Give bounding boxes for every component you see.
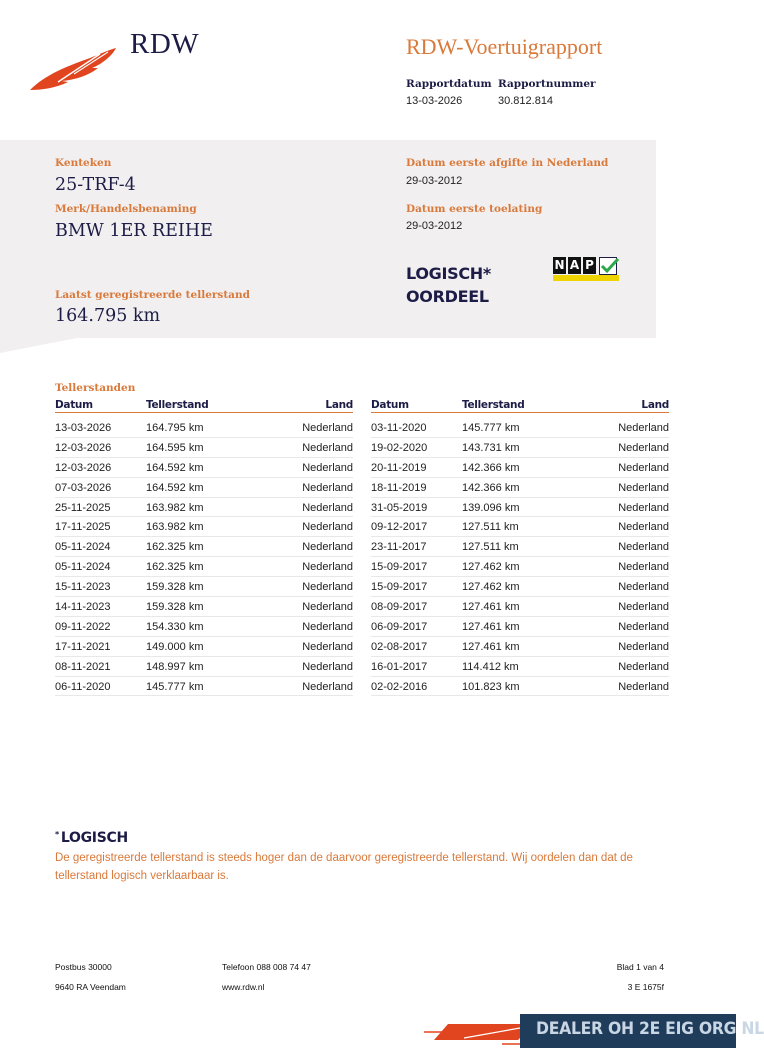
cell-land: Nederland <box>302 601 353 614</box>
note-title <box>55 830 128 846</box>
cell-land: Nederland <box>618 581 669 594</box>
cell-tellerstand: 162.325 km <box>146 561 204 574</box>
afgifte-value: 29-03-2012 <box>406 175 463 187</box>
cell-datum: 25-11-2025 <box>55 501 111 514</box>
cell-datum: 15-09-2017 <box>371 561 428 574</box>
table-row <box>55 557 353 577</box>
table-row <box>55 637 353 657</box>
cell-tellerstand: 143.731 km <box>462 441 520 454</box>
logo-text: RDW <box>130 28 200 60</box>
cell-datum: 15-09-2017 <box>371 581 428 594</box>
table-row <box>371 517 669 537</box>
cell-land: Nederland <box>618 561 669 574</box>
cell-tellerstand: 127.461 km <box>462 640 520 653</box>
cell-datum: 19-02-2020 <box>371 441 428 454</box>
footer-phone: Telefoon 088 008 74 47 <box>222 962 311 972</box>
table-row <box>371 498 669 518</box>
footer-city: 9640 RA Veendam <box>55 982 126 992</box>
nap-badge <box>553 257 619 282</box>
cell-tellerstand: 142.366 km <box>462 481 520 494</box>
cell-datum: 08-09-2017 <box>371 601 428 614</box>
merk-value: BMW 1ER REIHE <box>55 221 213 241</box>
table-row <box>55 617 353 637</box>
cell-tellerstand: 145.777 km <box>462 422 520 434</box>
cell-land: Nederland <box>618 660 669 673</box>
cell-tellerstand: 148.997 km <box>146 660 204 673</box>
table-row <box>55 458 353 478</box>
checkmark-icon <box>599 257 619 275</box>
cell-land: Nederland <box>618 541 669 554</box>
report-date: 13-03-2026 <box>406 95 463 107</box>
cell-tellerstand: 145.777 km <box>146 680 204 693</box>
cell-datum: 02-08-2017 <box>371 640 428 653</box>
cell-datum: 07-03-2026 <box>55 481 112 494</box>
cell-land: Nederland <box>302 660 353 673</box>
cell-datum: 12-03-2026 <box>55 441 112 454</box>
cell-datum: 02-02-2016 <box>371 680 428 693</box>
report-number: 30.812.814 <box>498 95 554 107</box>
rdw-logo-icon <box>28 44 120 94</box>
oordeel-line-2: OORDEEL <box>406 287 489 306</box>
cell-land: Nederland <box>618 620 669 633</box>
cell-tellerstand: 159.328 km <box>146 601 204 614</box>
cell-land: Nederland <box>302 501 353 514</box>
cell-tellerstand: 163.982 km <box>146 521 204 534</box>
toelating-label: Datum eerste toelating <box>406 203 543 215</box>
cell-datum: 23-11-2017 <box>371 541 427 554</box>
table-row <box>55 577 353 597</box>
cell-tellerstand: 149.000 km <box>146 640 204 653</box>
column-header-tellerstand: Tellerstand <box>462 399 525 411</box>
cell-land: Nederland <box>302 521 353 534</box>
table-row <box>55 418 353 438</box>
cell-land: Nederland <box>302 441 353 454</box>
nap-letter-a: A <box>569 258 580 272</box>
table-row <box>55 657 353 677</box>
table-row <box>55 597 353 617</box>
tellerstanden-table-right <box>371 398 669 696</box>
tellerstand-value: 164.795 km <box>55 306 161 326</box>
cell-tellerstand: 164.592 km <box>146 481 204 494</box>
table-row <box>55 677 353 697</box>
cell-datum: 17-11-2025 <box>55 521 111 534</box>
table-row <box>55 478 353 498</box>
table-row <box>371 637 669 657</box>
footer-code: 3 E 1675f <box>627 982 664 992</box>
cell-datum: 05-11-2024 <box>55 541 111 554</box>
cell-tellerstand: 154.330 km <box>146 620 204 633</box>
note-title-text: LOGISCH <box>60 830 128 846</box>
table-row <box>371 438 669 458</box>
column-header-datum: Datum <box>55 399 93 411</box>
cell-tellerstand: 127.461 km <box>462 601 520 614</box>
note-text: De geregistreerde tellerstand is steeds hoger dan de daarvoor geregistreerde tellerstand. Wij oordelen dan dat de tellerstand logisch verklaarbaar is. <box>55 852 633 882</box>
dealer-watermark <box>520 1014 764 1048</box>
cell-datum: 09-12-2017 <box>371 521 428 534</box>
column-header-land: Land <box>325 399 353 411</box>
cell-tellerstand: 164.592 km <box>146 461 204 474</box>
cell-land: Nederland <box>302 541 353 554</box>
kenteken-value: 25-TRF-4 <box>55 175 136 195</box>
note-marker: * <box>55 830 59 839</box>
cell-datum: 17-11-2021 <box>55 640 111 653</box>
cell-land: Nederland <box>302 481 353 494</box>
footer-arrow-icon <box>424 1018 534 1048</box>
table-row <box>371 677 669 697</box>
kenteken-label: Kenteken <box>55 157 112 169</box>
cell-tellerstand: 127.511 km <box>462 521 519 534</box>
tellerstanden-table-left <box>55 398 353 696</box>
table-row <box>371 537 669 557</box>
cell-land: Nederland <box>618 680 669 693</box>
column-header-datum: Datum <box>371 399 409 411</box>
cell-land: Nederland <box>618 640 669 653</box>
cell-land: Nederland <box>302 561 353 574</box>
nap-underline <box>553 275 619 281</box>
cell-tellerstand: 159.328 km <box>146 581 204 594</box>
table-row <box>371 478 669 498</box>
cell-datum: 31-05-2019 <box>371 501 428 514</box>
cell-datum: 08-11-2021 <box>55 660 111 673</box>
cell-datum: 20-11-2019 <box>371 461 427 474</box>
table-row <box>371 458 669 478</box>
cell-tellerstand: 127.462 km <box>462 581 520 594</box>
table-header <box>55 398 353 413</box>
table-body-left <box>55 413 353 696</box>
cell-land: Nederland <box>618 601 669 614</box>
table-row <box>55 537 353 557</box>
cell-datum: 16-01-2017 <box>371 660 428 673</box>
cell-tellerstand: 101.823 km <box>462 680 520 693</box>
report-title: RDW-Voertuigrapport <box>406 34 603 59</box>
cell-land: Nederland <box>302 680 353 693</box>
tellerstand-label: Laatst geregistreerde tellerstand <box>55 289 250 301</box>
tellerstanden-title: Tellerstanden <box>55 382 136 394</box>
report-date-label: Rapportdatum <box>406 78 492 90</box>
merk-label: Merk/Handelsbenaming <box>55 203 197 215</box>
cell-land: Nederland <box>618 521 669 534</box>
table-row <box>55 498 353 518</box>
cell-tellerstand: 163.982 km <box>146 501 204 514</box>
nap-letter-n: N <box>554 258 565 272</box>
cell-land: Nederland <box>302 461 353 474</box>
cell-land: Nederland <box>618 441 669 454</box>
table-row <box>371 557 669 577</box>
oordeel-line-1: LOGISCH* <box>406 264 491 283</box>
cell-land: Nederland <box>618 481 669 494</box>
vehicle-summary-panel-tail <box>0 337 82 353</box>
cell-tellerstand: 164.595 km <box>146 441 204 454</box>
cell-land: Nederland <box>302 640 353 653</box>
cell-tellerstand: 127.461 km <box>462 620 520 633</box>
column-header-land: Land <box>641 399 669 411</box>
cell-land: Nederland <box>618 501 669 514</box>
cell-tellerstand: 142.366 km <box>462 461 520 474</box>
cell-tellerstand: 164.795 km <box>146 422 204 434</box>
watermark-text: DEALER OH 2E EIG ORG NL <box>536 1019 764 1039</box>
cell-land: Nederland <box>302 620 353 633</box>
footer-website-link[interactable]: www.rdw.nl <box>222 982 265 992</box>
footer-postbus: Postbus 30000 <box>55 962 112 972</box>
cell-land: Nederland <box>618 422 669 434</box>
cell-tellerstand: 127.511 km <box>462 541 519 554</box>
table-row <box>55 438 353 458</box>
footer-page: Blad 1 van 4 <box>616 962 664 972</box>
cell-datum: 13-03-2026 <box>55 422 112 434</box>
cell-datum: 06-09-2017 <box>371 620 428 633</box>
cell-datum: 06-11-2020 <box>55 680 111 693</box>
cell-datum: 14-11-2023 <box>55 601 111 614</box>
column-header-tellerstand: Tellerstand <box>146 399 209 411</box>
afgifte-label: Datum eerste afgifte in Nederland <box>406 157 609 169</box>
table-row <box>371 597 669 617</box>
nap-letter-p: P <box>583 257 596 274</box>
cell-datum: 09-11-2022 <box>55 620 111 633</box>
toelating-value: 29-03-2012 <box>406 220 463 232</box>
cell-tellerstand: 139.096 km <box>462 501 520 514</box>
cell-datum: 03-11-2020 <box>371 422 427 434</box>
cell-datum: 12-03-2026 <box>55 461 112 474</box>
report-number-label: Rapportnummer <box>498 78 596 90</box>
cell-land: Nederland <box>302 581 353 594</box>
oordeel-text <box>406 262 491 308</box>
cell-datum: 15-11-2023 <box>55 581 111 594</box>
cell-tellerstand: 162.325 km <box>146 541 204 554</box>
cell-tellerstand: 114.412 km <box>462 660 519 673</box>
cell-datum: 18-11-2019 <box>371 481 427 494</box>
cell-land: Nederland <box>618 461 669 474</box>
cell-datum: 05-11-2024 <box>55 561 111 574</box>
table-header <box>371 398 669 413</box>
table-row <box>371 657 669 677</box>
table-row <box>371 418 669 438</box>
table-row <box>371 617 669 637</box>
table-row <box>55 517 353 537</box>
table-body-right <box>371 413 669 696</box>
table-row <box>371 577 669 597</box>
cell-land: Nederland <box>302 422 353 434</box>
cell-tellerstand: 127.462 km <box>462 561 520 574</box>
